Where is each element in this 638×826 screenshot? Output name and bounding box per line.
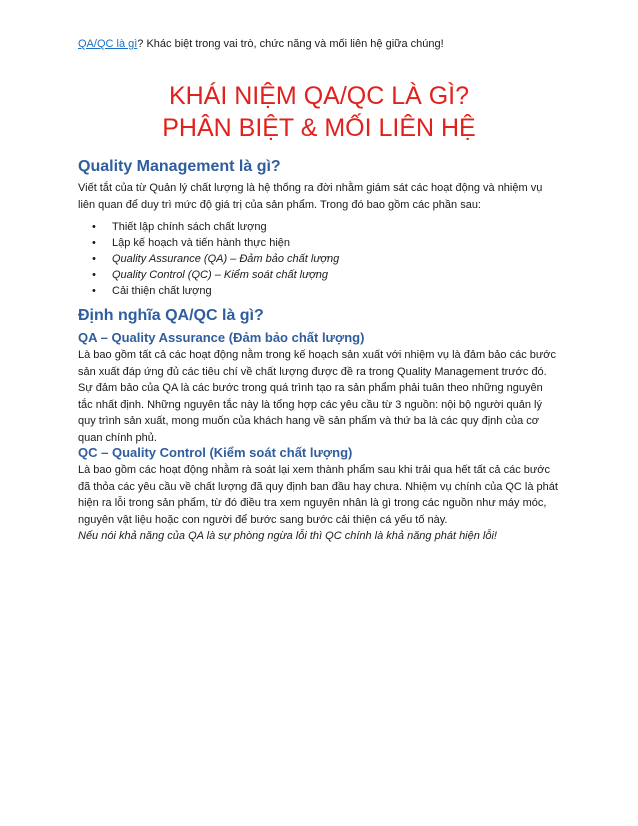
bullet-icon: • [92,269,96,281]
list-item: • Thiết lập chính sách chất lượng [92,221,267,233]
bullet-icon: • [92,221,96,233]
qc-heading: QC – Quality Control (Kiểm soát chất lượng) [78,445,353,460]
quality-management-list [78,219,560,299]
qa-paragraph: Là bao gồm tất cả các hoạt động nằm trong kế hoạch sản xuất với nhiệm vụ là đảm bảo các bước sản xuất đáp ứng đủ các tiêu chí về chất lượng được đề ra trong Quality Management trước đó. Sự đảm bảo của QA là các bước trong quá trình tạo ra sản phẩm phải tuân theo những nguyên tắc nhất định. Những nguyên tắc này là tổng hợp các yêu cầu từ 3 nguồn: nội bộ người quản lý quy trình sản xuất, mong muốn của khách hang về sản phẩm và thứ ba là các quy định của cơ quan chính phủ. [78,349,556,444]
qa-heading: QA – Quality Assurance (Đảm bảo chất lượng) [78,330,365,345]
qc-paragraph: Là bao gồm các hoạt động nhằm rà soát lại xem thành phẩm sau khi trải qua hết tất cả các bước đã thỏa các yêu cầu về chất lượng đã quy định ban đầu hay chưa. Nhiệm vụ chính của QC là phát hiện ra lỗi trong sản phẩm, từ đó điều tra xem nguyên nhân là gì trong các nguồn như máy móc, nguyên vật liệu hoặc con người để bước sang bước cải thiện cá yếu tố này. [78,464,558,526]
main-title-line-1: KHÁI NIỆM QA/QC LÀ GÌ? [168,82,470,110]
quality-management-intro: Viết tắt của từ Quản lý chất lượng là hệ thống ra đời nhằm giám sát các hoạt động và nhiệm vụ liên quan để duy trì mức độ giá trị của sản phẩm. Trong đó bao gồm các phần sau: [78,182,543,211]
main-title-line-2: PHÂN BIỆT & MỐI LIÊN HỆ [162,114,476,142]
definition-heading: Định nghĩa QA/QC là gì? [78,307,264,324]
qa-qc-link[interactable]: QA/QC là gì [78,38,138,50]
bullet-icon: • [92,237,96,249]
list-item: • Quality Assurance (QA) – Đảm bảo chất lượng [92,253,340,265]
header-rest-text: ? Khác biệt trong vai trò, chức năng và mối liên hệ giữa chúng! [137,38,444,50]
bullet-icon: • [92,285,96,297]
list-item: • Quality Control (QC) – Kiểm soát chất lượng [92,269,328,281]
list-item: • Cải thiện chất lượng [92,285,212,297]
bullet-icon: • [92,253,96,265]
closing-statement: Nếu nói khả năng của QA là sự phòng ngừa lỗi thì QC chính là khả năng phát hiện lỗi! [78,530,497,542]
quality-management-heading: Quality Management là gì? [78,158,281,175]
header-line [78,37,444,51]
main-title [78,80,560,144]
list-item: • Lập kế hoạch và tiến hành thực hiện [92,237,290,249]
